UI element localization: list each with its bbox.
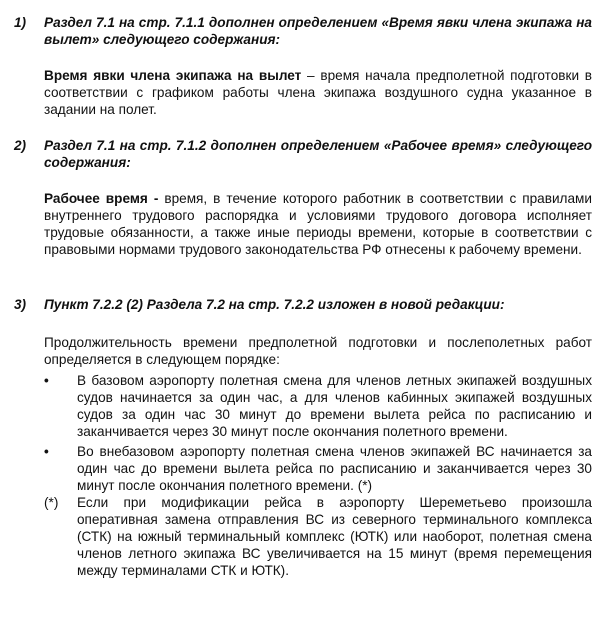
defined-term: Время явки члена экипажа на вылет — [44, 68, 302, 83]
section-heading: Раздел 7.1 на стр. 7.1.2 дополнен определением «Рабочее время» следующего содержания: — [44, 138, 592, 170]
intro-paragraph: Продолжительность времени предполетной подготовки и послеполетных работ определяется в следующем порядке: — [44, 335, 592, 367]
section-number: 3) — [14, 297, 27, 312]
bullet-marker: • — [44, 373, 49, 388]
section-heading: Пункт 7.2.2 (2) Раздела 7.2 на стр. 7.2.2 изложен в новой редакции: — [44, 297, 505, 312]
definition-paragraph — [44, 190, 592, 258]
footnote-marker: (*) — [44, 495, 59, 510]
definition-text: время, в течение которого работник в соответствии с правилами внутреннего трудового распорядка и условиями трудового договора исполняет трудовые обязанности, а также иные периоды времени, которые в соответствии с правовыми нормами трудового законодательства РФ отнесены к рабочему времени. — [44, 191, 592, 257]
bullet-marker: • — [44, 444, 49, 459]
defined-term: Рабочее время - — [44, 191, 159, 206]
definition-text: – время начала предполетной подготовки в соответствии с графиком работы члена экипажа воздушного судна указанное в задании на полет. — [44, 68, 592, 117]
definition-paragraph — [44, 67, 592, 118]
list-item-text: В базовом аэропорту полетная смена для членов летных экипажей воздушных судов начинается за один час, а для членов кабинных экипажей воздушных судов за один час 30 минут до времени вылета рейса по расписанию и заканчивается через 30 минут после окончания полетного времени. — [77, 373, 592, 439]
section-heading: Раздел 7.1 на стр. 7.1.1 дополнен определением «Время явки члена экипажа на вылет» следующего содержания: — [44, 15, 592, 47]
footnote-text: Если при модификации рейса в аэропорту Шереметьево произошла оперативная замена отправления ВС из северного терминального комплекса (СТК) на южный терминальный комплекс (ЮТК) или наоборот, полетная смена членов летного экипажа ВС увеличивается на 15 минут (время перемещения между терминалами СТК и ЮТК). — [77, 495, 592, 578]
section-number: 1) — [14, 15, 27, 30]
list-item-text: Во внебазовом аэропорту полетная смена членов экипажей ВС начинается за один час до времени вылета рейса по расписанию и заканчивается через 30 минут после окончания полетного времени. (*) — [77, 444, 592, 493]
section-number: 2) — [14, 138, 27, 153]
